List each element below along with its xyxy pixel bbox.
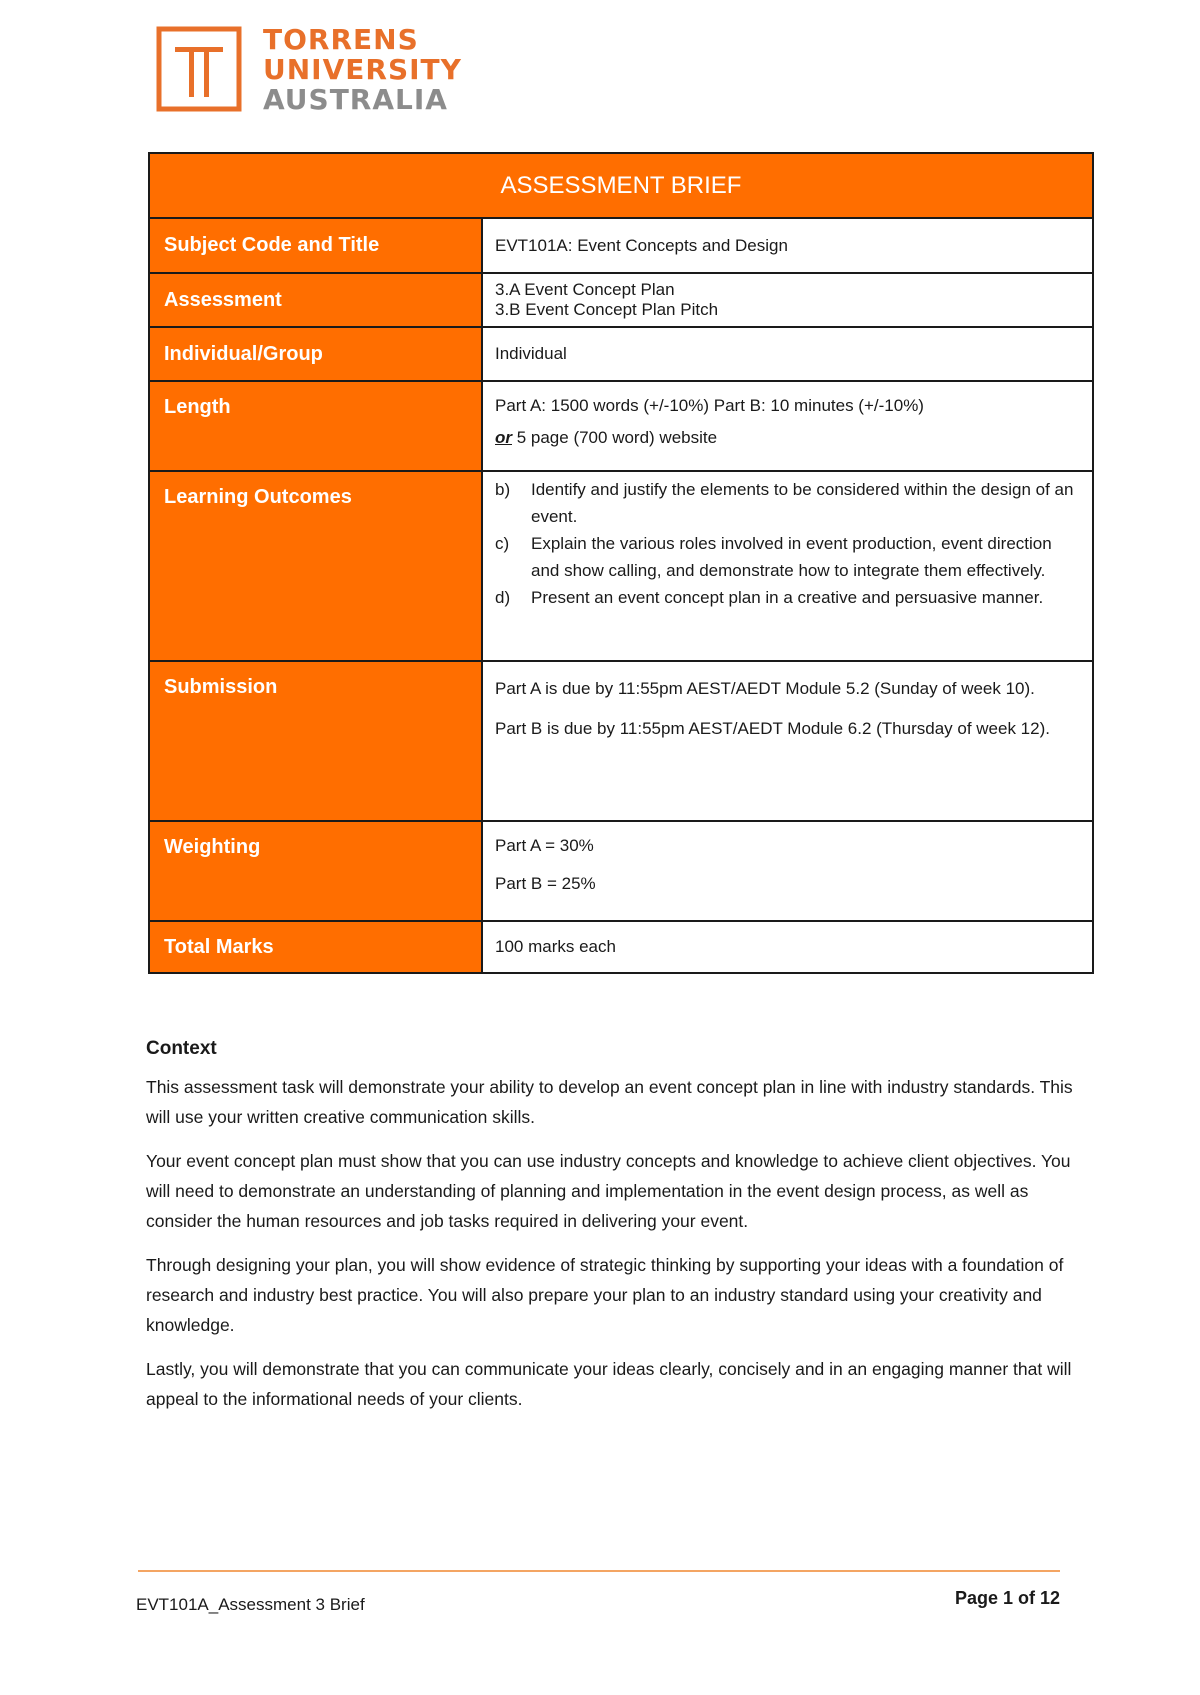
submission-label: Submission — [149, 661, 482, 821]
torrens-logo-mark-icon — [155, 25, 243, 113]
outcome-marker: b) — [495, 480, 511, 499]
subject-value: EVT101A: Event Concepts and Design — [482, 218, 1093, 273]
marks-label: Total Marks — [149, 921, 482, 973]
outcome-text: Explain the various roles involved in event production, event direction and show calling, and demonstrate how to integrate them effectively. — [531, 534, 1052, 580]
context-paragraph: Through designing your plan, you will show evidence of strategic thinking by supporting your ideas with a foundation of research and industry best practice. You will also prepare your plan to an industry standard using your creativity and knowledge. — [146, 1255, 1064, 1335]
footer-divider — [138, 1570, 1060, 1572]
outcome-marker: d) — [495, 588, 511, 607]
logo-wordmark — [263, 25, 462, 115]
outcome-text: Present an event concept plan in a creative and persuasive manner. — [531, 588, 1044, 607]
brief-title: ASSESSMENT BRIEF — [149, 153, 1093, 218]
footer-doc-name: EVT101A_Assessment 3 Brief — [136, 1595, 365, 1614]
length-line-1: Part A: 1500 words (+/-10%) Part B: 10 minutes (+/-10%) — [495, 396, 924, 415]
context-paragraph: This assessment task will demonstrate your ability to develop an event concept plan in line with industry standards. This will use your written creative communication skills. — [146, 1077, 1073, 1127]
submission-part-a: Part A is due by 11:55pm AEST/AEDT Module 5.2 (Sunday of week 10). — [495, 679, 1035, 698]
assessment-value — [482, 273, 1093, 327]
footer-page-number: Page 1 of 12 — [954, 1588, 1060, 1608]
submission-value — [482, 661, 1093, 821]
assessment-part-a: 3.A Event Concept Plan — [495, 280, 675, 299]
context-paragraph: Your event concept plan must show that you can use industry concepts and knowledge to achieve client objectives. You will need to demonstrate an understanding of planning and implementation in the event design process, as well as consider the human resources and job tasks required in delivering your event. — [146, 1151, 1071, 1231]
outcome-item — [495, 476, 1080, 530]
context-paragraph: Lastly, you will demonstrate that you can communicate your ideas clearly, concisely and in an engaging manner that will appeal to the informational needs of your clients. — [146, 1359, 1072, 1409]
length-website: 5 page (700 word) website — [512, 428, 718, 447]
group-label: Individual/Group — [149, 327, 482, 381]
outcomes-label: Learning Outcomes — [149, 471, 482, 661]
logo-line-3: AUSTRALIA — [263, 83, 448, 116]
weighting-part-b: Part B = 25% — [495, 874, 596, 893]
assessment-part-b: 3.B Event Concept Plan Pitch — [495, 300, 719, 319]
weighting-part-a: Part A = 30% — [495, 836, 594, 855]
length-line-2 — [495, 428, 1080, 448]
subject-label: Subject Code and Title — [149, 218, 482, 273]
assessment-label: Assessment — [149, 273, 482, 327]
length-or: or — [495, 428, 512, 447]
outcome-item — [495, 584, 1080, 611]
context-heading: Context — [146, 1038, 217, 1059]
outcome-marker: c) — [495, 534, 510, 553]
outcomes-list — [495, 476, 1080, 611]
marks-value: 100 marks each — [482, 921, 1093, 973]
weighting-label: Weighting — [149, 821, 482, 921]
outcomes-value — [482, 471, 1093, 661]
length-label: Length — [149, 381, 482, 471]
context-section — [146, 1038, 1086, 1428]
university-logo — [155, 25, 462, 117]
assessment-brief-table — [148, 152, 1094, 974]
weighting-value — [482, 821, 1093, 921]
outcome-item — [495, 530, 1080, 584]
group-value: Individual — [482, 327, 1093, 381]
outcome-text: Identify and justify the elements to be considered within the design of an event. — [531, 480, 1074, 526]
length-value — [482, 381, 1093, 471]
submission-part-b: Part B is due by 11:55pm AEST/AEDT Module 6.2 (Thursday of week 12). — [495, 719, 1050, 738]
logo-line-1: TORRENS — [263, 23, 419, 56]
logo-line-2: UNIVERSITY — [263, 53, 462, 86]
